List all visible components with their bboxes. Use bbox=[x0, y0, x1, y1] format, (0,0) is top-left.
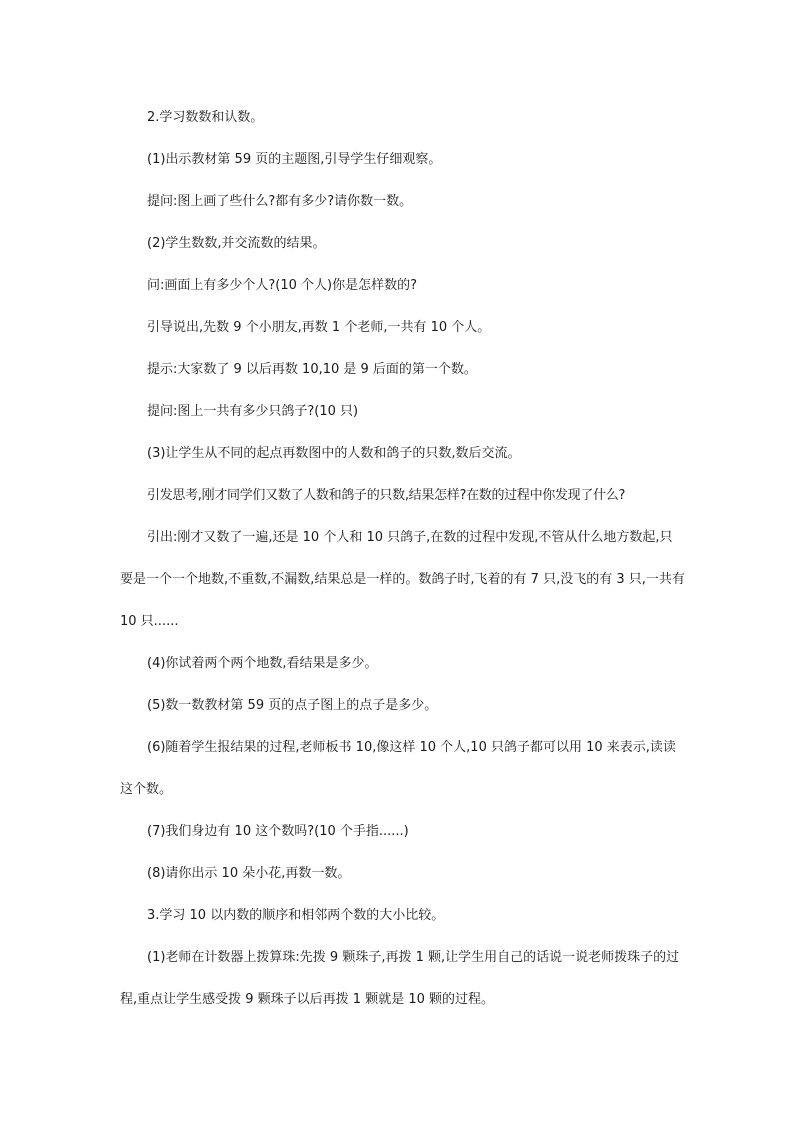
paragraph: (6)随着学生报结果的过程,老师板书 10,像这样 10 个人,10 只鸽子都可以用 10 来表示,读读这个数。 bbox=[120, 740, 676, 797]
paragraph: (2)学生数数,并交流数的结果。 bbox=[147, 236, 326, 251]
paragraph: 提问:图上画了些什么?都有多少?请你数一数。 bbox=[147, 194, 413, 209]
paragraph: 问:画面上有多少个人?(10 个人)你是怎样数的? bbox=[147, 278, 417, 293]
paragraph: (7)我们身边有 10 这个数吗?(10 个手指......) bbox=[147, 824, 409, 839]
paragraph: (4)你试着两个两个地数,看结果是多少。 bbox=[147, 656, 378, 671]
paragraph: 引发思考,刚才同学们又数了人数和鸽子的只数,结果怎样?在数的过程中你发现了什么? bbox=[147, 488, 626, 503]
paragraph: (8)请你出示 10 朵小花,再数一数。 bbox=[147, 866, 351, 881]
paragraph: 引出:刚才又数了一遍,还是 10 个人和 10 只鸽子,在数的过程中发现,不管从什么地方数起,只要是一个一个地数,不重数,不漏数,结果总是一样的。数鸽子时,飞着的有 7 只,没飞的有 3 只,一共有 10 只...... bbox=[120, 530, 685, 629]
paragraph: (3)让学生从不同的起点再数图中的人数和鸽子的只数,数后交流。 bbox=[147, 446, 521, 461]
paragraph: 引导说出,先数 9 个小朋友,再数 1 个老师,一共有 10 个人。 bbox=[147, 320, 491, 335]
paragraph: (1)老师在计数器上拨算珠:先拨 9 颗珠子,再拨 1 颗,让学生用自己的话说一说老师拨珠子的过程,重点让学生感受拨 9 颗珠子以后再拨 1 颗就是 10 颗的过程。 bbox=[120, 950, 680, 1007]
paragraph: 提问:图上一共有多少只鸽子?(10 只) bbox=[147, 404, 359, 419]
heading-section-2: 2.学习数数和认数。 bbox=[147, 110, 264, 125]
paragraph: (1)出示教材第 59 页的主题图,引导学生仔细观察。 bbox=[147, 152, 442, 167]
paragraph: (5)数一数教材第 59 页的点子图上的点子是多少。 bbox=[147, 698, 438, 713]
heading-section-3: 3.学习 10 以内数的顺序和相邻两个数的大小比较。 bbox=[147, 908, 445, 923]
paragraph: 提示:大家数了 9 以后再数 10,10 是 9 后面的第一个数。 bbox=[147, 362, 477, 377]
